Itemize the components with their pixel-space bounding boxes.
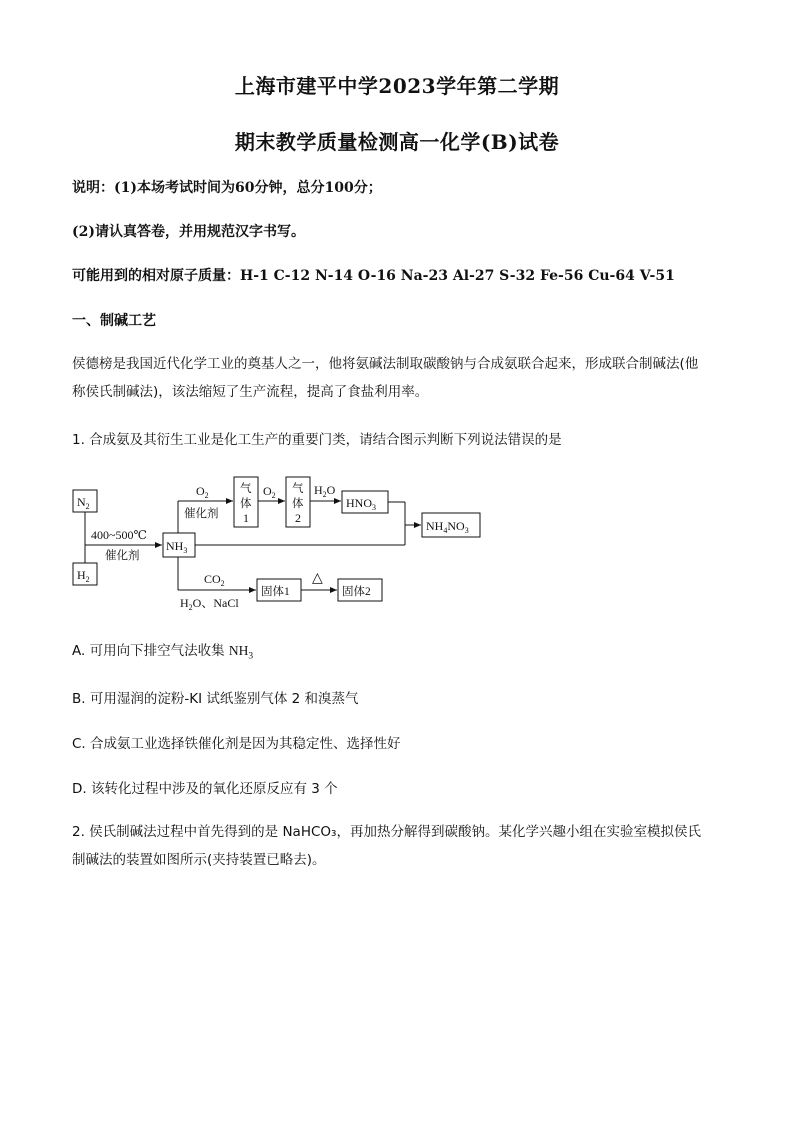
gas2-label-line3: 2 — [295, 511, 301, 525]
gas1-label-line1: 气 — [240, 483, 252, 495]
exam-title-line1: 上海市建平中学2023学年第二学期 — [234, 74, 560, 98]
gas1-label-line2: 体 — [240, 498, 252, 510]
option-c: C. 合成氨工业选择铁催化剂是因为其稳定性、选择性好 — [72, 736, 401, 752]
ammonia-flow-diagram — [60, 465, 500, 615]
section1-intro-line1: 侯德榜是我国近代化学工业的奠基人之一，他将氨碱法制取碳酸钠与合成氨联合起来，形成联合制碱法(他 — [72, 356, 699, 372]
option-a-formula: $NH_3$ — [228, 643, 254, 662]
conditions-temperature: 400~500℃ — [91, 528, 147, 542]
n2-label: $N_2$ — [77, 495, 90, 511]
h2o-nacl-label: $H_2O$、NaCl — [180, 596, 239, 612]
conditions-catalyst: 催化剂 — [105, 550, 140, 562]
question2-line2: 制碱法的装置如图所示(夹持装置已略去)。 — [72, 852, 326, 868]
heat-symbol: △ — [312, 571, 323, 586]
co2-label: $CO_2$ — [204, 572, 225, 588]
instruction-note2: (2)请认真答卷，并用规范汉字书写。 — [72, 224, 305, 240]
question2-stem — [72, 818, 732, 874]
catalyst-label-b: 催化剂 — [184, 508, 219, 520]
nh4no3-label: $NH_4NO_3$ — [426, 519, 469, 535]
nh3-label: $NH_3$ — [166, 539, 188, 555]
gas2-label-line1: 气 — [292, 483, 304, 495]
o2-label-b: $O_2$ — [263, 484, 276, 500]
h2-label: $H_2$ — [77, 568, 90, 584]
atomic-masses: 可能用到的相对原子质量：H-1 C-12 N-14 O-16 Na-23 Al-27 S-32 Fe-56 Cu-64 V-51 — [72, 268, 675, 284]
exam-title-line2: 期末教学质量检测高一化学(B)试卷 — [234, 130, 560, 154]
solid2-label: 固体2 — [342, 586, 371, 598]
solid1-label: 固体1 — [261, 586, 290, 598]
option-a — [72, 641, 253, 667]
hno3-label: $HNO_3$ — [346, 496, 376, 512]
option-a-text: A. 可用向下排空气法收集 — [72, 643, 225, 659]
section1-intro — [72, 350, 732, 406]
option-b: B. 可用湿润的淀粉-KI 试纸鉴别气体 2 和溴蒸气 — [72, 691, 359, 707]
option-d: D. 该转化过程中涉及的氧化还原反应有 3 个 — [72, 781, 338, 797]
o2-label-a: $O_2$ — [196, 484, 209, 500]
h2o-label-top: $H_2O$ — [314, 483, 336, 499]
question1-stem: 1. 合成氨及其衍生工业是化工生产的重要门类，请结合图示判断下列说法错误的是 — [72, 432, 562, 448]
gas2-label-line2: 体 — [292, 498, 304, 510]
instruction-note1: 说明：(1)本场考试时间为60分钟，总分100分； — [72, 180, 382, 196]
gas1-label-line3: 1 — [243, 511, 249, 525]
section1-heading: 一、制碱工艺 — [72, 313, 156, 329]
question2-line1: 2. 侯氏制碱法过程中首先得到的是 NaHCO₃，再加热分解得到碳酸钠。某化学兴趣小组在实验室模拟侯氏 — [72, 824, 701, 840]
section1-intro-line2: 称侯氏制碱法)，该法缩短了生产流程，提高了食盐利用率。 — [72, 384, 429, 400]
